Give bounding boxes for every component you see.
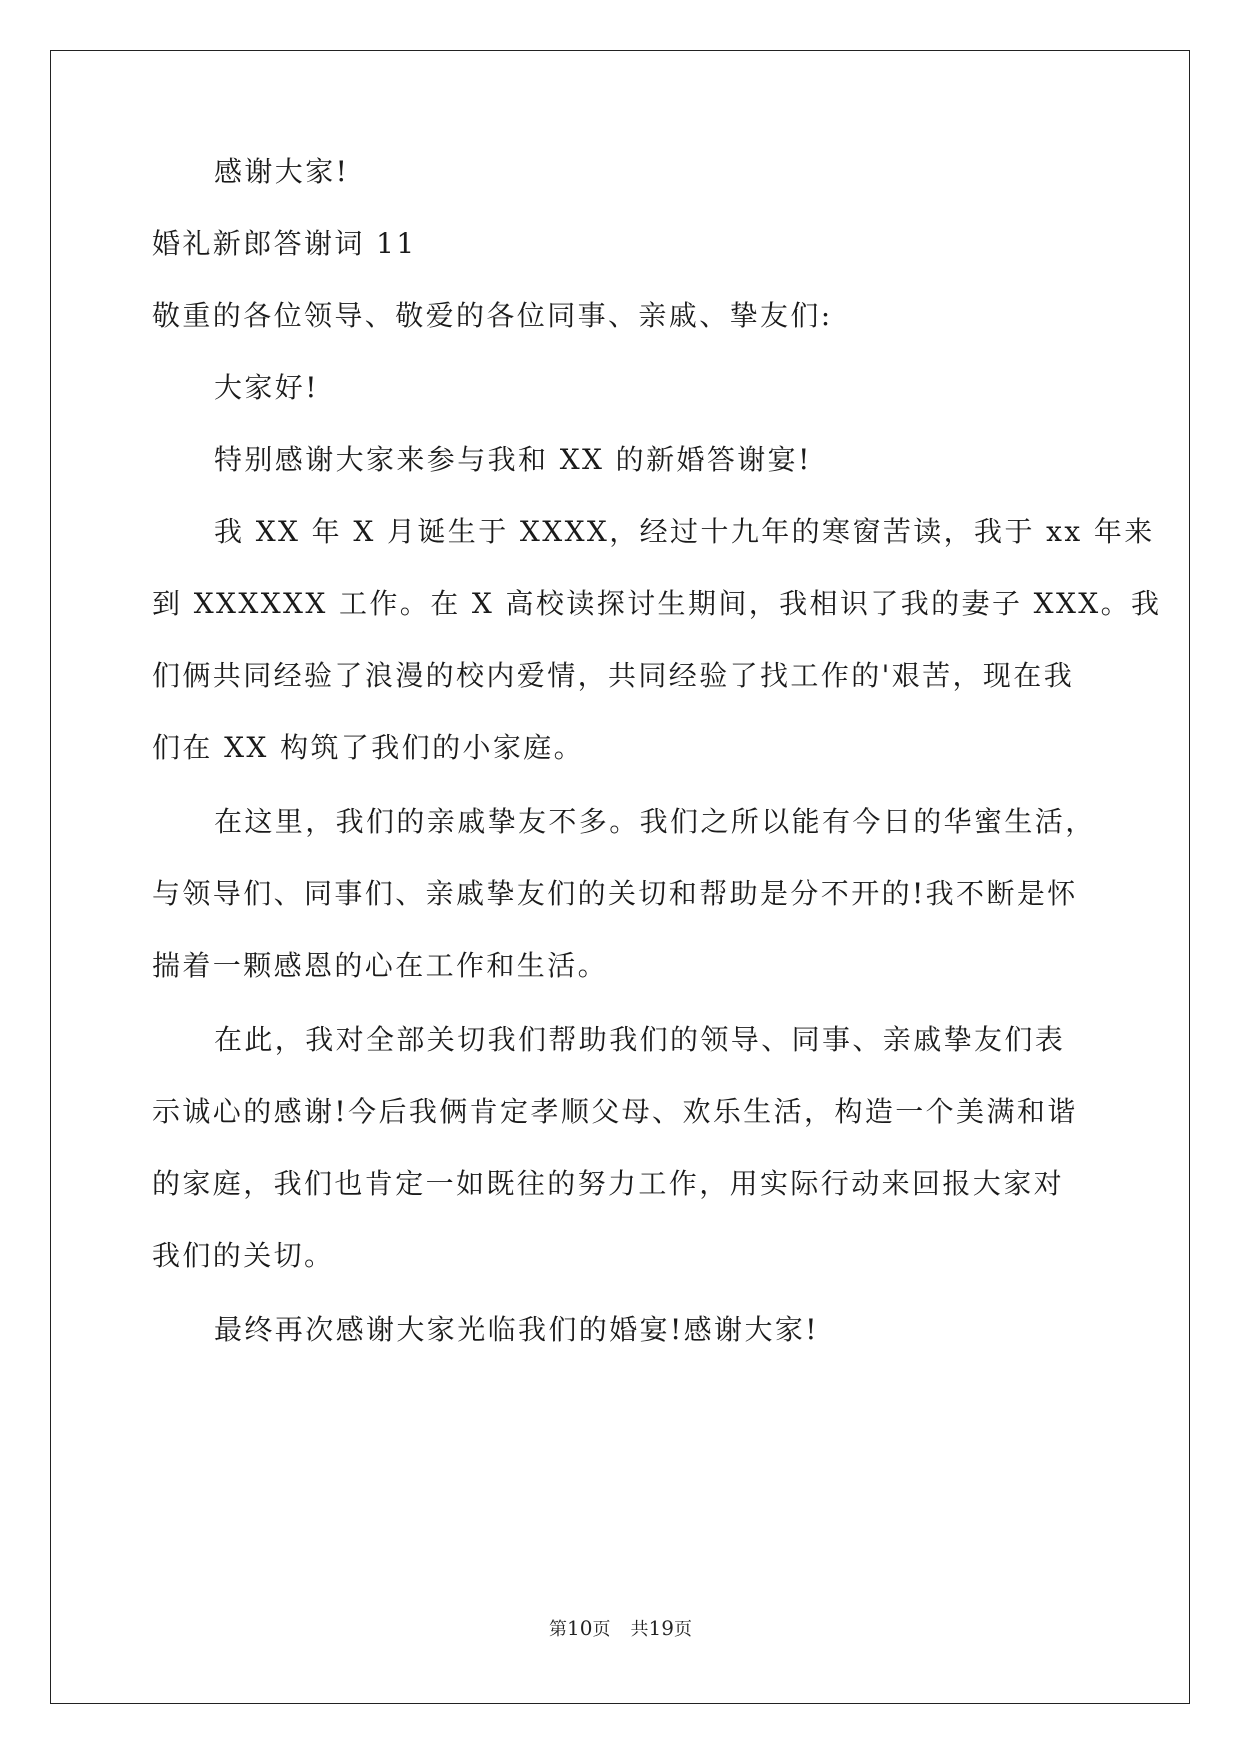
page-prefix: 第	[549, 1619, 568, 1640]
closing-thanks-line: 感谢大家!	[214, 155, 350, 188]
paragraph-line: 示诚心的感谢!今后我俩肯定孝顺父母、欢乐生活，构造一个美满和谐	[152, 1095, 1078, 1128]
paragraph-line: 我们的关切。	[152, 1239, 335, 1272]
paragraph-line: 与领导们、同事们、亲戚挚友们的关切和帮助是分不开的!我不断是怀	[152, 877, 1078, 910]
total-suffix: 页	[673, 1619, 692, 1640]
paragraph-line: 在这里，我们的亲戚挚友不多。我们之所以能有今日的华蜜生活，	[214, 805, 1096, 838]
salutation: 敬重的各位领导、敬爱的各位同事、亲戚、挚友们:	[152, 299, 833, 332]
total-page-count: 19	[648, 1616, 674, 1640]
paragraph-line: 揣着一颗感恩的心在工作和生活。	[152, 949, 609, 982]
paragraph-line: 最终再次感谢大家光临我们的婚宴!感谢大家!	[214, 1313, 819, 1346]
paragraph-line: 们在 XX 构筑了我们的小家庭。	[152, 731, 585, 764]
greeting: 大家好!	[214, 371, 319, 404]
paragraph-line: 我 XX 年 X 月诞生于 XXXX，经过十九年的寒窗苦读，我于 xx 年来	[214, 515, 1155, 548]
page-number-footer	[0, 1616, 1241, 1642]
page-word: 页	[592, 1619, 611, 1640]
paragraph-line: 特别感谢大家来参与我和 XX 的新婚答谢宴!	[214, 443, 812, 476]
paragraph-line: 在此，我对全部关切我们帮助我们的领导、同事、亲戚挚友们表	[214, 1023, 1066, 1056]
paragraph-line: 的家庭，我们也肯定一如既往的努力工作，用实际行动来回报大家对	[152, 1167, 1065, 1200]
paragraph-line: 们俩共同经验了浪漫的校内爱情，共同经验了找工作的'艰苦，现在我	[152, 659, 1075, 692]
current-page-number: 10	[567, 1616, 593, 1640]
section-heading: 婚礼新郎答谢词 11	[152, 227, 417, 260]
total-prefix: 共	[630, 1619, 649, 1640]
paragraph-line: 到 XXXXXX 工作。在 X 高校读探讨生期间，我相识了我的妻子 XXX。我	[152, 587, 1162, 620]
